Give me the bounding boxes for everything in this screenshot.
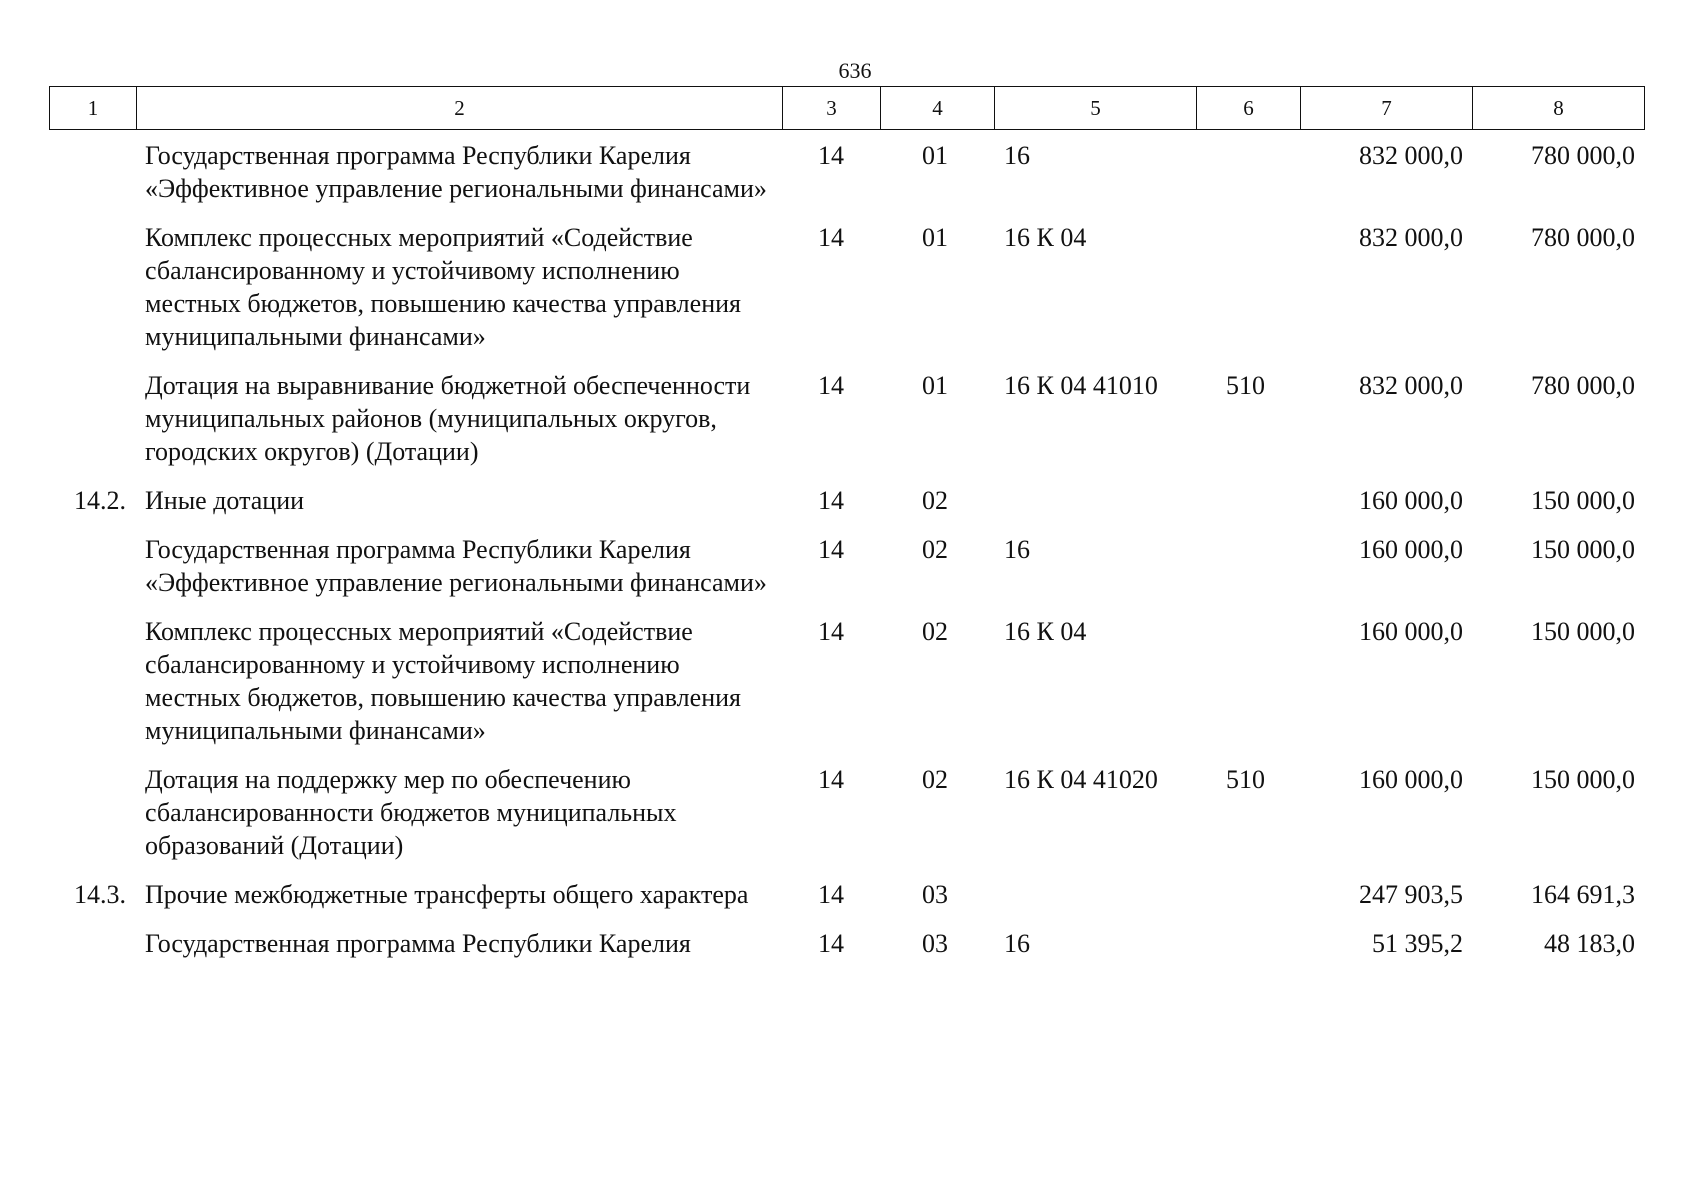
row-target-article — [994, 475, 1196, 524]
row-name: Комплекс процессных мероприятий «Содействие сбалансированному и устойчивому исполнению местных бюджетов, повышению качества управления муниципальными финансами» — [145, 223, 741, 351]
row-amount-year-1: 832 000,0 — [1359, 371, 1463, 400]
row-name: Прочие межбюджетные трансферты общего характера — [145, 880, 749, 909]
row-section: 14 — [818, 929, 844, 958]
row-amount-year-2: 780 000,0 — [1531, 141, 1635, 170]
table-row — [49, 212, 1644, 360]
row-subsection: 01 — [922, 223, 948, 252]
row-expense-type — [1196, 130, 1300, 212]
row-number: 14.2. — [74, 486, 126, 515]
row-expense-type: 510 — [1226, 765, 1265, 794]
row-name: Дотация на выравнивание бюджетной обеспеченности муниципальных районов (муниципальных округов, городских округов) (Дотации) — [145, 371, 751, 466]
row-number — [49, 212, 136, 360]
budget-table — [49, 130, 1644, 967]
row-subsection: 03 — [922, 880, 948, 909]
row-target-article: 16 К 04 — [1004, 617, 1087, 646]
header-col-5: 5 — [995, 87, 1197, 130]
header-col-8: 8 — [1473, 87, 1645, 130]
header-col-6: 6 — [1197, 87, 1301, 130]
row-expense-type — [1196, 869, 1300, 918]
row-expense-type: 510 — [1226, 371, 1265, 400]
row-expense-type — [1196, 475, 1300, 524]
header-col-3: 3 — [783, 87, 881, 130]
row-expense-type — [1196, 606, 1300, 754]
page-number: 636 — [838, 58, 872, 83]
row-subsection: 02 — [922, 765, 948, 794]
row-amount-year-2: 164 691,3 — [1531, 880, 1635, 909]
row-subsection: 01 — [922, 371, 948, 400]
header-col-7: 7 — [1301, 87, 1473, 130]
row-subsection: 01 — [922, 141, 948, 170]
header-col-4: 4 — [881, 87, 995, 130]
row-amount-year-1: 160 000,0 — [1359, 765, 1463, 794]
table-row — [49, 869, 1644, 918]
row-expense-type — [1196, 524, 1300, 606]
row-amount-year-2: 48 183,0 — [1544, 929, 1635, 958]
row-amount-year-1: 832 000,0 — [1359, 141, 1463, 170]
row-target-article: 16 — [1004, 535, 1030, 564]
row-target-article: 16 К 04 — [1004, 223, 1087, 252]
row-name: Государственная программа Республики Карелия «Эффективное управление региональными финансами» — [145, 141, 767, 203]
row-target-article — [994, 869, 1196, 918]
table-row — [49, 360, 1644, 475]
row-amount-year-1: 51 395,2 — [1372, 929, 1463, 958]
row-section: 14 — [818, 617, 844, 646]
row-name: Государственная программа Республики Карелия — [145, 929, 691, 958]
header-col-2: 2 — [137, 87, 783, 130]
row-section: 14 — [818, 535, 844, 564]
row-number — [49, 754, 136, 869]
row-amount-year-2: 780 000,0 — [1531, 223, 1635, 252]
row-section: 14 — [818, 371, 844, 400]
row-amount-year-1: 160 000,0 — [1359, 617, 1463, 646]
row-section: 14 — [818, 486, 844, 515]
row-name: Комплекс процессных мероприятий «Содействие сбалансированному и устойчивому исполнению местных бюджетов, повышению качества управления муниципальными финансами» — [145, 617, 741, 745]
table-row — [49, 475, 1644, 524]
table-row — [49, 130, 1644, 212]
row-number: 14.3. — [74, 880, 126, 909]
row-amount-year-1: 832 000,0 — [1359, 223, 1463, 252]
row-target-article: 16 — [1004, 929, 1030, 958]
table-row — [49, 918, 1644, 967]
row-section: 14 — [818, 141, 844, 170]
row-expense-type — [1196, 918, 1300, 967]
table-row — [49, 524, 1644, 606]
row-target-article: 16 К 04 41020 — [1004, 765, 1158, 794]
row-amount-year-1: 160 000,0 — [1359, 535, 1463, 564]
row-amount-year-2: 150 000,0 — [1531, 486, 1635, 515]
row-section: 14 — [818, 880, 844, 909]
row-expense-type — [1196, 212, 1300, 360]
row-subsection: 02 — [922, 617, 948, 646]
table-row — [49, 754, 1644, 869]
row-amount-year-2: 150 000,0 — [1531, 535, 1635, 564]
row-amount-year-2: 150 000,0 — [1531, 765, 1635, 794]
row-subsection: 02 — [922, 486, 948, 515]
row-amount-year-2: 150 000,0 — [1531, 617, 1635, 646]
row-section: 14 — [818, 223, 844, 252]
row-number — [49, 130, 136, 212]
row-number — [49, 606, 136, 754]
header-col-1: 1 — [50, 87, 137, 130]
row-subsection: 02 — [922, 535, 948, 564]
row-target-article: 16 — [1004, 141, 1030, 170]
row-name: Иные дотации — [145, 486, 305, 515]
row-number — [49, 360, 136, 475]
table-row — [49, 606, 1644, 754]
row-amount-year-2: 780 000,0 — [1531, 371, 1635, 400]
row-target-article: 16 К 04 41010 — [1004, 371, 1158, 400]
column-number-header — [49, 86, 1645, 130]
row-number — [49, 918, 136, 967]
row-name: Государственная программа Республики Карелия «Эффективное управление региональными финансами» — [145, 535, 767, 597]
row-name: Дотация на поддержку мер по обеспечению сбалансированности бюджетов муниципальных образований (Дотации) — [145, 765, 677, 860]
row-section: 14 — [818, 765, 844, 794]
row-amount-year-1: 247 903,5 — [1359, 880, 1463, 909]
row-amount-year-1: 160 000,0 — [1359, 486, 1463, 515]
row-subsection: 03 — [922, 929, 948, 958]
row-number — [49, 524, 136, 606]
